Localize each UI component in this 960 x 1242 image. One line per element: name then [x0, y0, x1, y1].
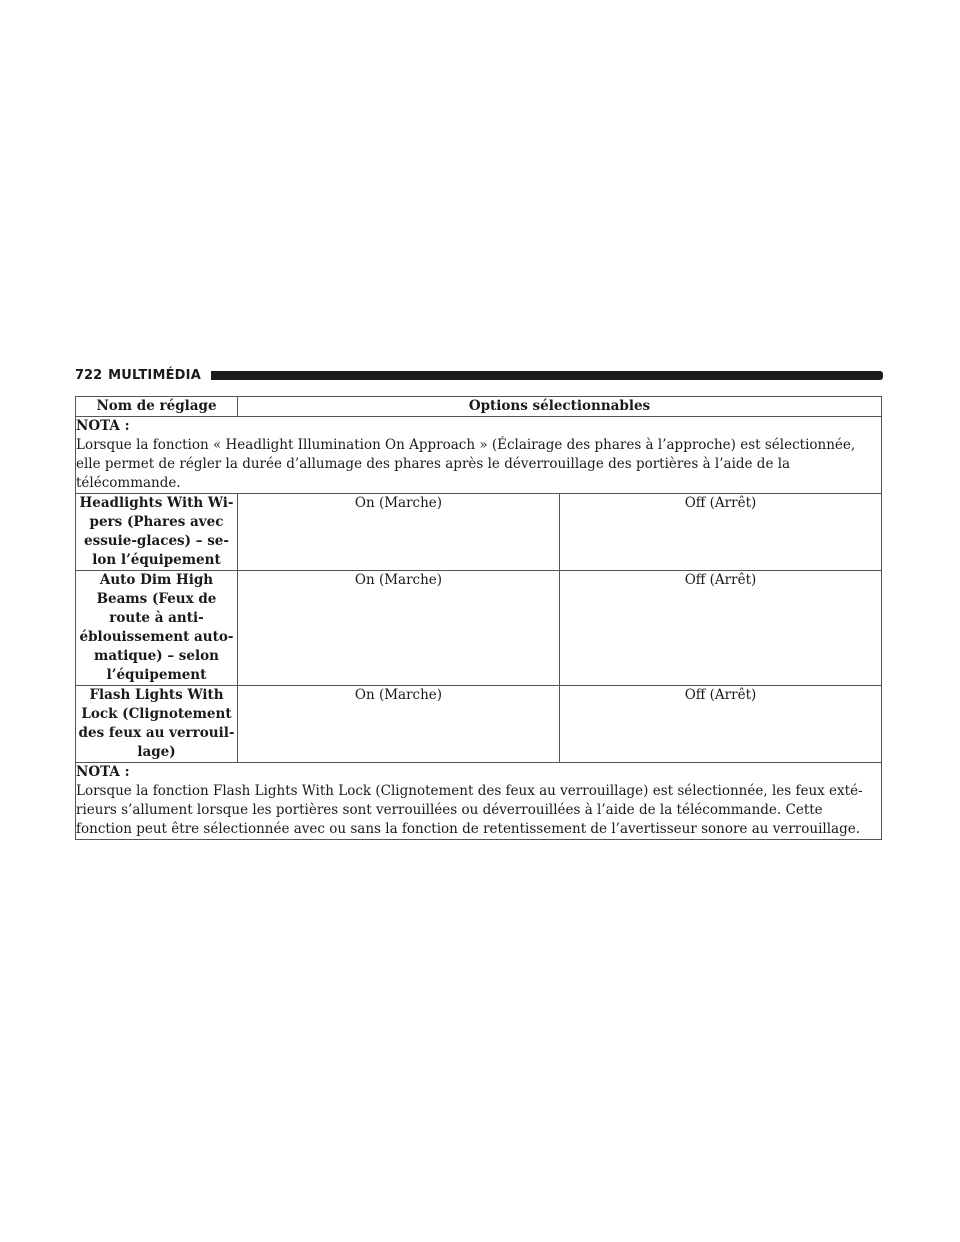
note-row [76, 763, 882, 840]
settings-table [75, 396, 882, 840]
page-number: 722 [75, 367, 103, 383]
note-label: NOTA : [76, 764, 130, 780]
page-header [75, 364, 883, 386]
note-row [76, 417, 882, 494]
header-rule [211, 371, 883, 380]
option-off: Off (Arrêt) [560, 686, 882, 763]
setting-name: Auto Dim High Beams (Feux de route à antiéblouissement automatique) – selon l’équipement [76, 571, 238, 686]
table-row [76, 494, 882, 571]
option-off: Off (Arrêt) [560, 571, 882, 686]
column-header-options: Options sélectionnables [238, 397, 882, 417]
table-header-row [76, 397, 882, 417]
option-on: On (Marche) [238, 686, 560, 763]
setting-name: Headlights With Wipers (Phares avec essuie-glaces) – selon l’équipement [76, 494, 238, 571]
note-label: NOTA : [76, 418, 130, 434]
note-cell [76, 763, 882, 840]
table-row [76, 571, 882, 686]
setting-name: Flash Lights With Lock (Clignotement des feux au verrouillage) [76, 686, 238, 763]
note-cell [76, 417, 882, 494]
table-row [76, 686, 882, 763]
section-title: MULTIMÉDIA [108, 367, 201, 383]
column-header-name: Nom de réglage [76, 397, 238, 417]
option-on: On (Marche) [238, 571, 560, 686]
option-off: Off (Arrêt) [560, 494, 882, 571]
note-text: Lorsque la fonction « Headlight Illumination On Approach » (Éclairage des phares à l’approche) est sélectionnée, elle permet de régler la durée d’allumage des phares après le déverrouillage des portières à l’aide de la télécommande. [76, 437, 856, 491]
option-on: On (Marche) [238, 494, 560, 571]
note-text: Lorsque la fonction Flash Lights With Lock (Clignotement des feux au verrouillage) est sélectionnée, les feux extérieurs s’allument lorsque les portières sont verrouillées ou déverrouillées à l’aide de la télécommande. Cette fonction peut être sélectionnée avec ou sans la fonction de retentissement de l’avertisseur sonore au verrouillage. [76, 783, 863, 837]
